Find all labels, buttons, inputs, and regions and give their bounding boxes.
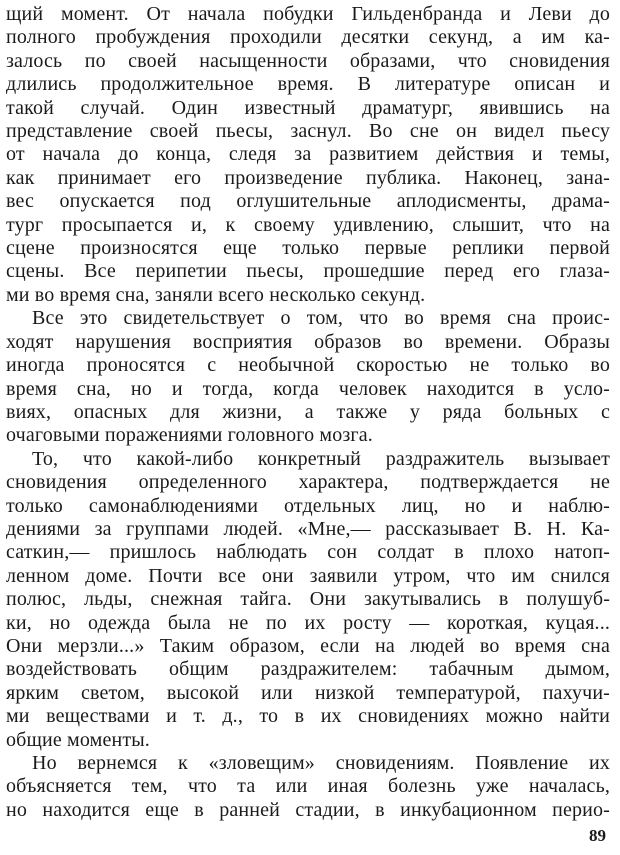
text-line: ленном доме. Почти все они заявили утром, что им снился [6, 564, 610, 587]
text-line: длились продолжительное время. В литературе описан и [6, 73, 610, 96]
book-page [6, 0, 612, 855]
text-line: виях, опасных для жизни, а также у ряда больных с [6, 400, 610, 423]
text-line: объясняется тем, что та или иная болезнь уже началась, [6, 775, 610, 798]
text-line: сцене произносятся еще только первые реплики первой [6, 237, 610, 260]
text-line: залось по своей насыщенности образами, что сновидения [6, 49, 610, 72]
text-line: ходят нарушения восприятия образов во времени. Образы [6, 330, 610, 353]
text-line: сновидения определенного характера, подтверждается не [6, 471, 610, 494]
text-line: но находится еще в ранней стадии, в инкубационном перио- [6, 798, 610, 821]
text-line: сцены. Все перипетии пьесы, прошедшие перед его глаза- [6, 260, 610, 283]
text-line: саткин,— пришлось наблюдать сон солдат в плохо натоп- [6, 541, 610, 564]
text-line: полного пробуждения проходили десятки секунд, а им ка- [6, 26, 610, 49]
text-line: воздействовать общим раздражителем: табачным дымом, [6, 658, 610, 681]
text-line: такой случай. Один известный драматург, явившись на [6, 96, 610, 119]
text-line: ярким светом, высокой или низкой температурой, пахучи- [6, 681, 610, 704]
paragraph-first-line: Но вернемся к «зловещим» сновидениям. Появление их [32, 752, 610, 774]
text-line: ми во время сна, заняли всего несколько секунд. [6, 283, 426, 306]
paragraph-first-line: Все это свидетельствует о том, что во время сна проис- [32, 307, 610, 330]
text-line: тург просыпается и, к своему удивлению, слышит, что на [6, 213, 610, 236]
text-line: иногда проносятся с необычной скоростью не только во [6, 354, 610, 377]
text-line: ми веществами и т. д., то в их сновидениях можно найти [6, 705, 610, 728]
text-line: вес опускается под оглушительные аплодисменты, драма- [6, 190, 610, 213]
text-line: общие моменты. [6, 728, 150, 751]
text-line: представление своей пьесы, заснул. Во сне он видел пьесу [6, 120, 610, 143]
text-line: щий момент. От начала побудки Гильденбранда и Леви до [6, 3, 610, 25]
text-line: Они мерзли...» Таким образом, если на людей во время сна [6, 634, 610, 657]
text-line: время сна, но и тогда, когда человек находится в усло- [6, 377, 610, 400]
text-line: ки, но одежда была не по их росту — короткая, куцая... [6, 611, 610, 634]
page-number: 89 [589, 826, 606, 845]
text-line: очаговыми поражениями головного мозга. [6, 424, 373, 447]
text-line: полюс, льды, снежная тайга. Они закутывались в полушуб- [6, 588, 610, 611]
text-line: дениями за группами людей. «Мне,— рассказывает В. Н. Ка- [6, 517, 610, 540]
text-line: как принимает его произведение публика. Наконец, зана- [6, 166, 610, 189]
paragraph-first-line: То, что какой-либо конкретный раздражитель вызывает [32, 447, 610, 470]
body-text [6, 3, 610, 822]
text-line: только самонаблюдениями отдельных лиц, но и наблю- [6, 494, 610, 517]
text-line: от начала до конца, следя за развитием действия и темы, [6, 143, 610, 166]
